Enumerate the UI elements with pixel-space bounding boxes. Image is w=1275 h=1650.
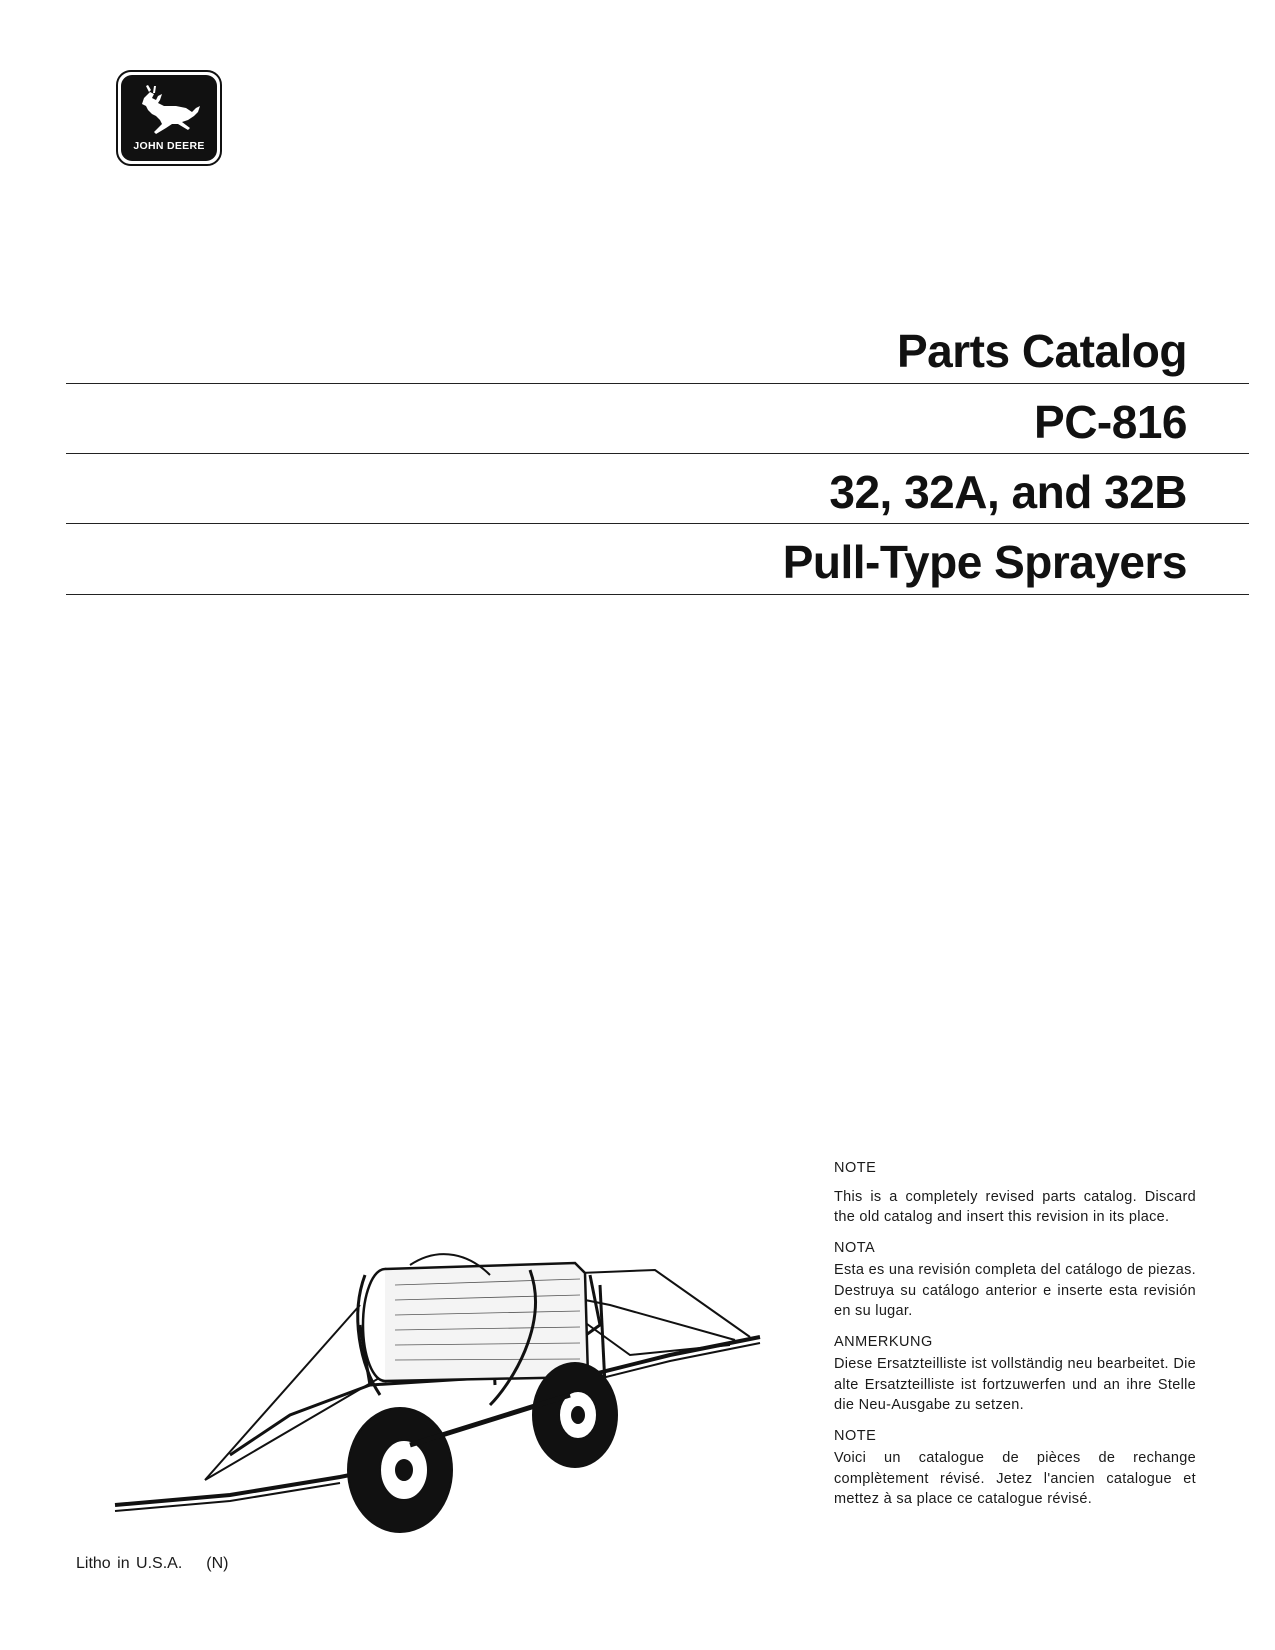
logo-brand-text: JOHN DEERE	[133, 140, 205, 152]
divider	[66, 523, 1249, 524]
litho-text: Litho in U.S.A.	[76, 1555, 183, 1572]
divider	[66, 383, 1249, 384]
print-footer	[76, 1555, 229, 1573]
note-heading: NOTE	[834, 1427, 877, 1444]
note-text: This is a completely revised parts catalog. Discard the old catalog and insert this revision in its place.	[834, 1188, 1196, 1225]
note-text: Esta es una revisión completa del catálogo de piezas. Destruya su catálogo anterior e inserte esta revisión en su lugar.	[834, 1262, 1196, 1319]
note-heading: ANMERKUNG	[834, 1333, 933, 1350]
note-heading: NOTE	[834, 1160, 877, 1176]
pull-type-sprayer-illustration	[110, 1245, 810, 1545]
divider	[66, 453, 1249, 454]
catalog-title: Parts Catalog	[896, 325, 1187, 377]
divider	[66, 594, 1249, 595]
note-heading: NOTA	[834, 1239, 876, 1256]
note-french	[834, 1426, 1196, 1510]
revision-notes	[834, 1158, 1196, 1520]
model-numbers: 32, 32A, and 32B	[829, 466, 1187, 518]
john-deere-logo	[116, 70, 222, 166]
note-german	[834, 1332, 1196, 1416]
note-english	[834, 1158, 1196, 1228]
note-spanish	[834, 1238, 1196, 1322]
note-text: Diese Ersatzteilliste ist vollständig neu bearbeitet. Die alte Ersatzteilliste ist fortzuwerfen und an ihre Stelle die Neu-Ausgabe zu setzen.	[834, 1356, 1196, 1413]
product-name: Pull-Type Sprayers	[782, 536, 1187, 588]
catalog-number: PC-816	[1034, 396, 1187, 448]
note-text: Voici un catalogue de pièces de rechange complètement révisé. Jetez l'ancien catalogue et mettez à sa place ce catalogue révisé.	[834, 1450, 1196, 1507]
print-code: (N)	[206, 1555, 229, 1572]
